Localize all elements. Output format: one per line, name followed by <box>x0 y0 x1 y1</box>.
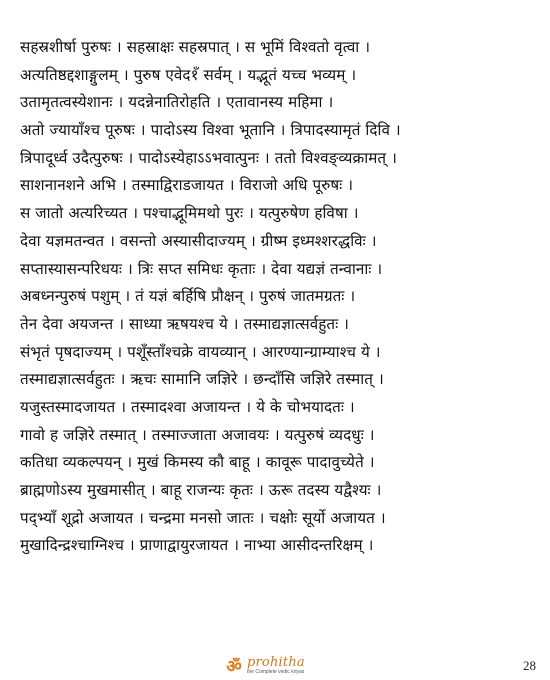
page-number: 28 <box>523 658 536 673</box>
verse-line: स जातो अत्यरिच्यत । पश्चाद्भूमिमथो पुरः । यत्पुरुषेण हविषा । <box>20 204 359 223</box>
verse-line: उतामृतत्वस्येशानः । यदन्नेनातिरोहति । एतावानस्य महिमा । <box>20 93 334 112</box>
brand-tagline: the Complete vedic kriyas <box>247 668 305 675</box>
brand-name: prohitha <box>247 654 305 670</box>
verse-line: सहस्रशीर्षा पुरुषः । सहस्राक्षः सहस्रपात् । स भूमिं विश्वतो वृत्वा । <box>20 38 371 56</box>
brand-block <box>247 656 305 675</box>
verse-line: कतिधा व्यकल्पयन् । मुखं किमस्य कौ बाहू । कावूरू पादावुच्येते । <box>20 453 375 472</box>
verse-line: अबध्नन्पुरुषं पशुम् । तं यज्ञं बर्हिषि प्रौक्षन् । पुरुषं जातमग्रतः । <box>20 287 356 306</box>
verse-line: त्रिपादूर्ध्व उदैत्पुरुषः । पादोऽस्येहाऽऽभवात्पुनः । ततो विश्वङ्व्यक्रामत् । <box>20 148 397 167</box>
footer-logo <box>224 652 305 678</box>
verse-line: अत्यतिष्ठद्दशाङ्गुलम् । पुरुष एवेद१ँ सर्वम् । यद्भूतं यच्च भव्यम् । <box>20 65 357 84</box>
om-icon: ॐ <box>226 656 242 677</box>
verse-line: अतो ज्यायाँश्च पूरुषः । पादोऽस्य विश्वा भूतानि । त्रिपादस्यामृतं दिवि । <box>20 121 401 140</box>
verse-line: साशनानशने अभि । तस्माद्विराडजायत । विराजो अधि पूरुषः । <box>20 176 354 195</box>
verse-line: तस्माद्यज्ञात्सर्वहुतः । ऋचः सामानि जज्ञिरे । छन्दाँसि जज्ञिरे तस्मात् । <box>20 370 384 389</box>
verse-line: यजुस्तस्मादजायत । तस्मादश्वा अजायन्त । ये के चोभयादतः । <box>20 397 355 416</box>
verse-block <box>20 34 540 560</box>
verse-line: मुखादिन्द्रश्चाग्निश्च । प्राणाद्वायुरजायत । नाभ्या आसीदन्तरिक्षम् । <box>20 536 374 555</box>
verse-line: सप्तास्यासन्परिधयः । त्रिः सप्त समिधः कृताः । देवा यद्यज्ञं तन्वानाः । <box>20 259 383 278</box>
verse-line: पद्भ्याँ शूद्रो अजायत । चन्द्रमा मनसो जातः । चक्षोः सूर्यो अजायत । <box>20 508 386 527</box>
verse-line: ब्राह्मणोऽस्य मुखमासीत् । बाहू राजन्यः कृतः । ऊरू तदस्य यद्वैश्यः । <box>20 481 382 499</box>
verse-line: तेन देवा अयजन्त । साध्या ऋषयश्च ये । तस्माद्यज्ञात्सर्वहुतः । <box>20 314 350 333</box>
verse-line: संभृतं पृषदाज्यम् । पशूँस्ताँश्चक्रे वायव्यान् । आरण्यान्ग्राम्याश्च ये । <box>20 342 381 361</box>
verse-line: देवा यज्ञमतन्वत । वसन्तो अस्यासीदाज्यम् । ग्रीष्म इध्मश्शरद्धविः । <box>20 231 377 250</box>
verse-line: गावो ह जज्ञिरे तस्मात् । तस्माज्जाता अजावयः । यत्पुरुषं व्यदधुः । <box>20 425 375 444</box>
